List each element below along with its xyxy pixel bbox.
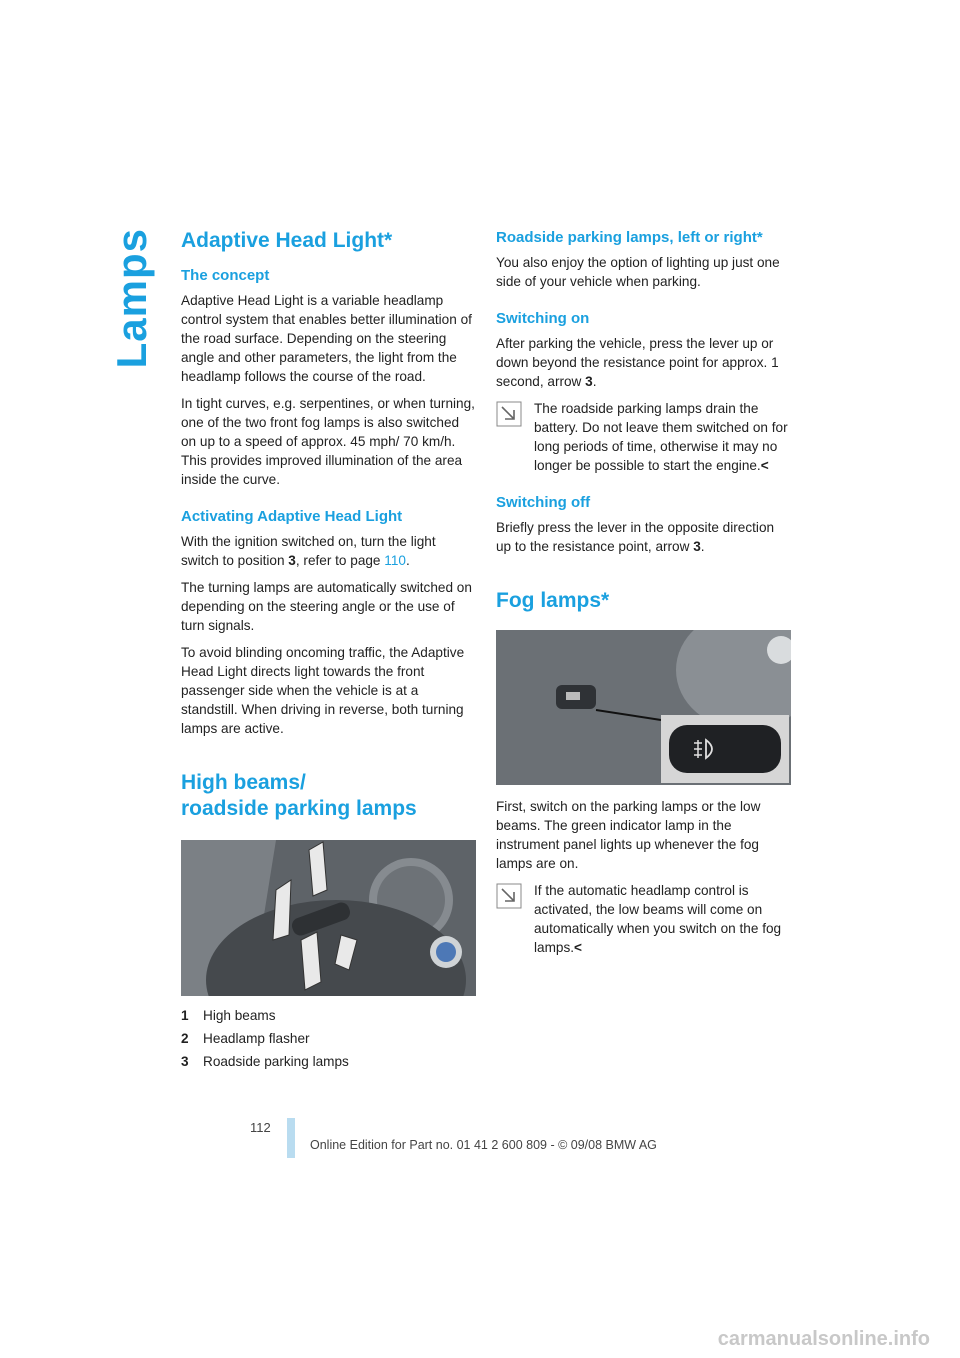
fog-note: If the automatic headlamp control is activated, the low beams will come on automatically when you switch on the fog lamps.< bbox=[496, 881, 792, 957]
right-column bbox=[496, 228, 792, 965]
note-arrow-icon bbox=[496, 883, 522, 909]
note-arrow-icon bbox=[496, 401, 522, 427]
heading-high-beams: High beams/ roadside parking lamps bbox=[181, 771, 417, 820]
heading-roadside-parking: Roadside parking lamps, left or right* bbox=[496, 229, 763, 246]
legend-item: 2 Headlamp flasher bbox=[181, 1031, 310, 1046]
heading-fog-lamps: Fog lamps* bbox=[496, 589, 610, 612]
page-link-110[interactable]: 110 bbox=[384, 553, 406, 568]
page-number: 112 bbox=[250, 1120, 271, 1135]
legend bbox=[181, 1006, 477, 1071]
paragraph-switching-off: Briefly press the lever in the opposite direction up to the resistance point, arrow 3. bbox=[496, 520, 775, 554]
watermark: carmanualsonline.info bbox=[717, 1328, 930, 1350]
paragraph-roadside: You also enjoy the option of lighting up just one side of your vehicle when parking. bbox=[496, 255, 780, 289]
paragraph-fog: First, switch on the parking lamps or the low beams. The green indicator lamp in the instrument panel lights up whenever the fog lamps are on. bbox=[496, 799, 761, 871]
heading-the-concept: The concept bbox=[181, 267, 270, 284]
heading-activating: Activating Adaptive Head Light bbox=[181, 508, 403, 525]
paragraph-activating-3: To avoid blinding oncoming traffic, the Adaptive Head Light directs light towards the front passenger side when the vehicle is at a standstill. When driving in reverse, both turning lamps are active. bbox=[181, 645, 465, 736]
legend-item: 3 Roadside parking lamps bbox=[181, 1054, 349, 1069]
left-column bbox=[181, 228, 477, 1075]
heading-switching-off: Switching off bbox=[496, 494, 591, 511]
legend-item: 1 High beams bbox=[181, 1008, 276, 1023]
high-beam-lever-illustration bbox=[181, 840, 476, 996]
paragraph-activating-1: With the ignition switched on, turn the light switch to position 3, refer to page 110. bbox=[181, 534, 436, 568]
paragraph-concept-1: Adaptive Head Light is a variable headlamp control system that enables better illumination of the road surface. Depending on the steering angle and other parameters, the light from the headlamp follows the course of the road. bbox=[181, 293, 472, 384]
section-tab: Lamps bbox=[108, 228, 155, 369]
edition-footer: Online Edition for Part no. 01 41 2 600 809 - © 09/08 BMW AG bbox=[310, 1138, 657, 1152]
paragraph-activating-2: The turning lamps are automatically switched on depending on the steering angle or the use of turn signals. bbox=[181, 580, 472, 633]
heading-switching-on: Switching on bbox=[496, 310, 590, 327]
paragraph-switching-on: After parking the vehicle, press the lever up or down beyond the resistance point for approx. 1 second, arrow 3. bbox=[496, 336, 779, 389]
footer-accent-bar bbox=[287, 1118, 295, 1158]
paragraph-concept-2: In tight curves, e.g. serpentines, or when turning, one of the two front fog lamps is also switched on up to a speed of approx. 45 mph/ 70 km/h. This provides improved illumination of the area inside the curve. bbox=[181, 396, 475, 487]
fog-lamp-button-illustration bbox=[496, 630, 791, 785]
heading-adaptive-head-light: Adaptive Head Light* bbox=[181, 229, 393, 252]
battery-note: The roadside parking lamps drain the battery. Do not leave them switched on for long periods of time, otherwise it may no longer be possible to start the engine.< bbox=[496, 399, 792, 475]
